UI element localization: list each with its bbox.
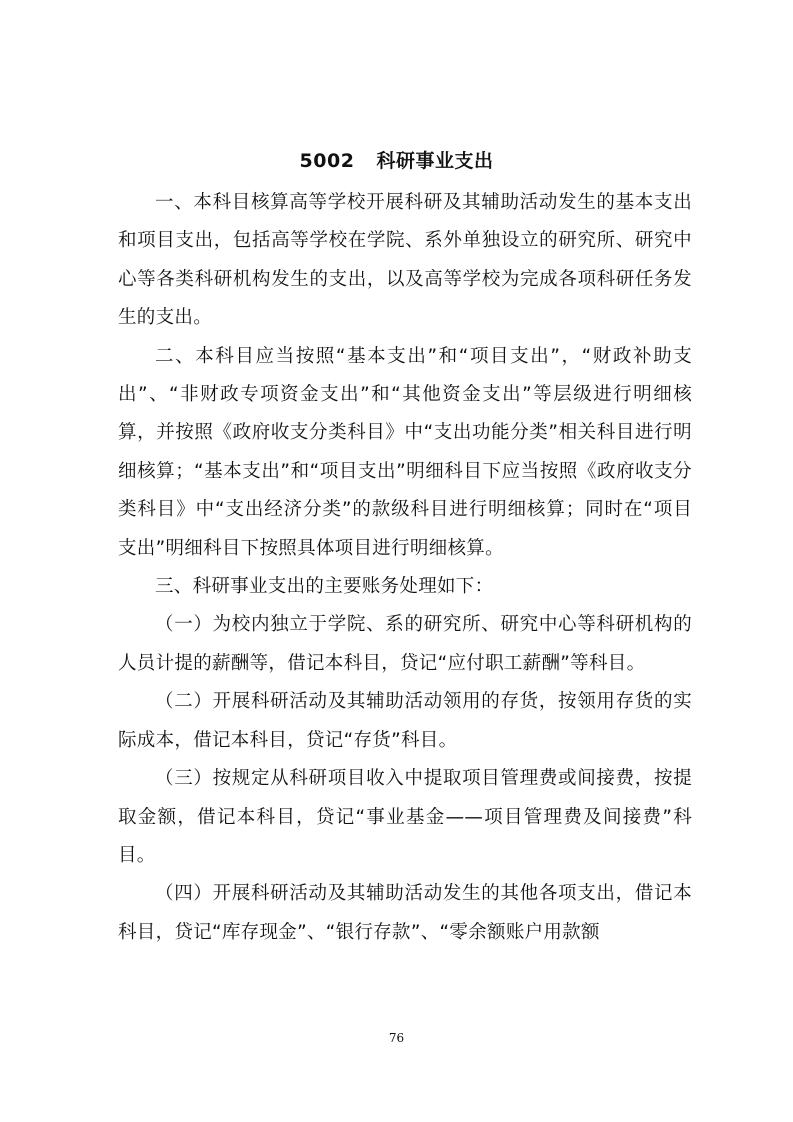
section-code: 5002 [299,150,355,172]
paragraph: （三）按规定从科研项目收入中提取项目管理费或间接费，按提取金额，借记本科目，贷记“事业基金——项目管理费及间接费”科目。 [118,768,692,866]
body-text [118,184,692,952]
section-title-text: 科研事业支出 [376,150,494,172]
paragraph: （一）为校内独立于学院、系的研究所、研究中心等科研机构的人员计提的薪酬等，借记本科目，贷记“应付职工薪酬”等科目。 [118,614,692,674]
paragraph: （二）开展科研活动及其辅助活动领用的存货，按领用存货的实际成本，借记本科目，贷记“存货”科目。 [118,691,692,751]
paragraph: （四）开展科研活动及其辅助活动发生的其他各项支出，借记本科目，贷记“库存现金”、“银行存款”、“零余额账户用款额 [118,883,692,943]
paragraph: 三、科研事业支出的主要账务处理如下： [155,576,494,598]
paragraph: 二、本科目应当按照“基本支出”和“项目支出”，“财政补助支出”、“非财政专项资金支出”和“其他资金支出”等层级进行明细核算，并按照《政府收支分类科目》中“支出功能分类”相关科目进行明细核算；“基本支出”和“项目支出”明细科目下应当按照《政府收支分类科目》中“支出经济分类”的款级科目进行明细核算；同时在“项目支出”明细科目下按照具体项目进行明细核算。 [118,345,692,559]
section-title [0,148,793,174]
page-number: 76 [388,1031,405,1045]
paragraph: 一、本科目核算高等学校开展科研及其辅助活动发生的基本支出和项目支出，包括高等学校在学院、系外单独设立的研究所、研究中心等各类科研机构发生的支出，以及高等学校为完成各项科研任务发生的支出。 [118,192,692,329]
